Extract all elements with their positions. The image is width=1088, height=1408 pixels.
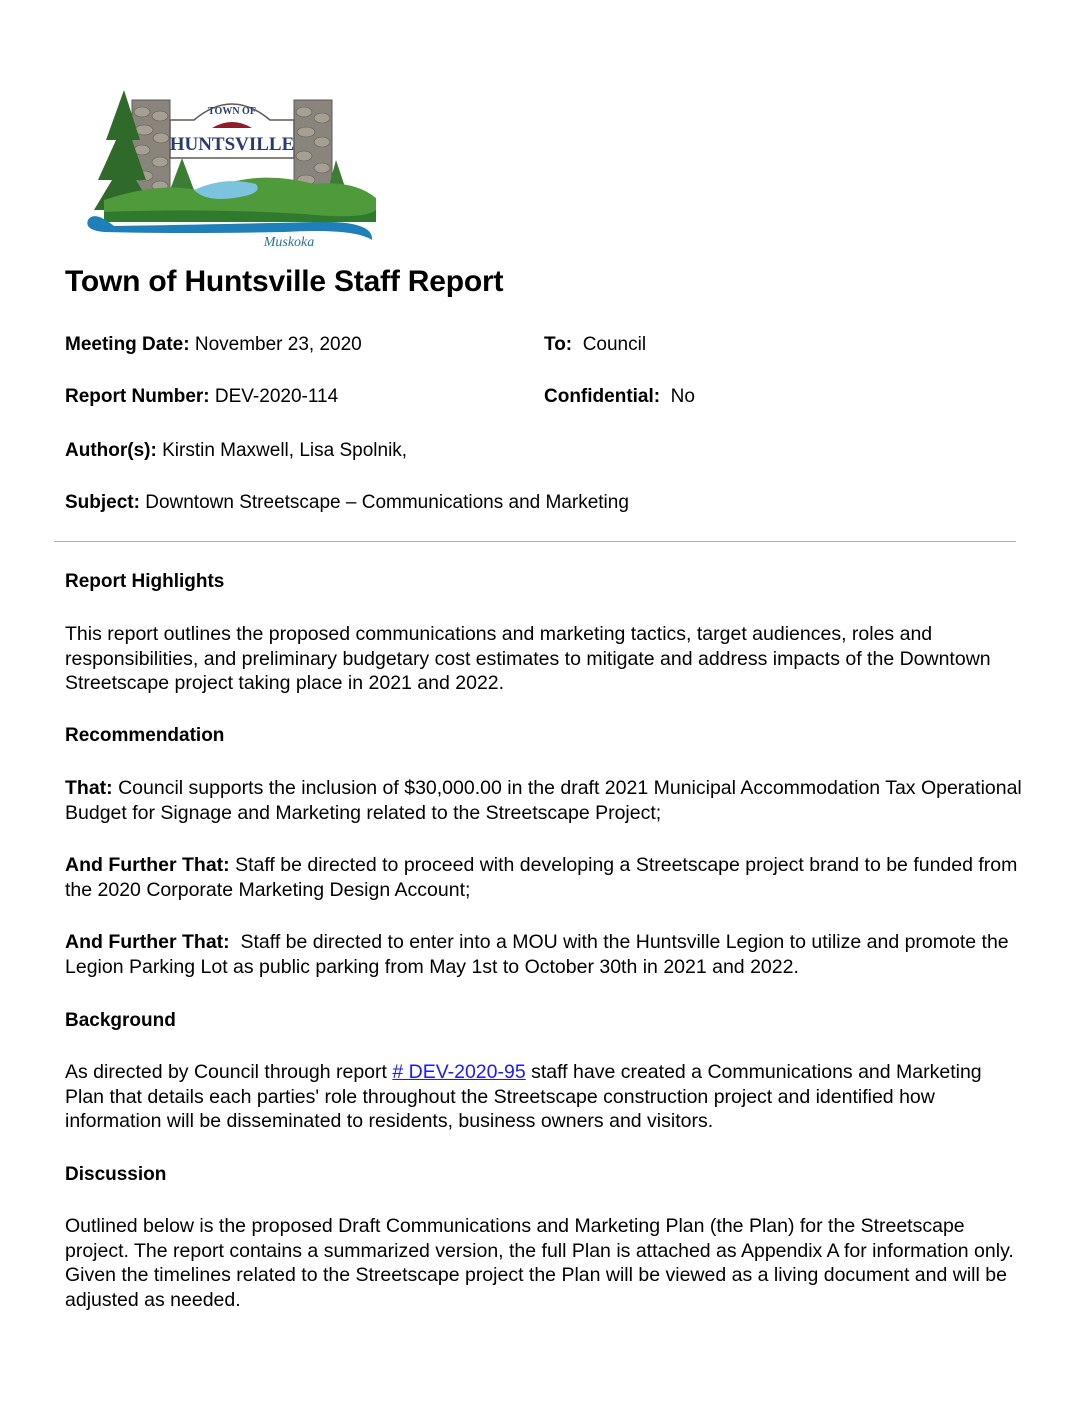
logo-town-of-text: TOWN OF	[208, 106, 256, 117]
authors-field	[65, 440, 407, 462]
logo-huntsville-text: HUNTSVILLE	[169, 134, 295, 155]
recommendation-item	[65, 776, 1025, 825]
confidential-field	[544, 386, 695, 408]
report-highlights-body: This report outlines the proposed communications and marketing tactics, target audiences, roles and responsibilities, and preliminary budgetary cost estimates to mitigate and address impacts of the Downtown Streetscape project taking place in 2021 and 2022.	[65, 623, 991, 694]
meeting-date-field	[65, 334, 362, 356]
recommendation-label: And Further That:	[65, 854, 230, 876]
report-highlights-heading: Report Highlights	[65, 571, 225, 592]
meeting-date-value: November 23, 2020	[189, 334, 362, 355]
confidential-label: Confidential:	[544, 386, 661, 407]
recommendation-label: And Further That:	[65, 931, 230, 953]
town-of-huntsville-logo	[84, 80, 384, 250]
discussion-heading: Discussion	[65, 1164, 167, 1185]
recommendation-text: Staff be directed to proceed with developing a Streetscape project brand to be funded from the 2020 Corporate Marketing Design Account;	[65, 854, 1018, 901]
subject-field	[65, 492, 629, 514]
logo-graphic	[84, 80, 384, 250]
page-title: Town of Huntsville Staff Report	[65, 265, 504, 298]
authors-value: Kirstin Maxwell, Lisa Spolnik,	[156, 440, 408, 461]
to-field	[544, 334, 646, 356]
recommendation-label: That:	[65, 777, 113, 799]
report-number-value: DEV-2020-114	[209, 386, 339, 407]
recommendation-text: Staff be directed to enter into a MOU with the Huntsville Legion to utilize and promote the Legion Parking Lot as public parking from May 1st to October 30th in 2021 and 2022.	[65, 931, 1015, 978]
report-number-field	[65, 386, 338, 408]
background-body	[65, 1060, 1025, 1134]
report-dev-2020-95-link[interactable]: # DEV-2020-95	[392, 1061, 526, 1083]
recommendation-text: Council supports the inclusion of $30,000.00 in the draft 2021 Municipal Accommodation Tax Operational Budget for Signage and Marketing related to the Streetscape Project;	[65, 777, 1022, 824]
authors-label: Author(s):	[65, 440, 157, 461]
confidential-value: No	[660, 386, 695, 407]
background-text-before: As directed by Council through report	[65, 1061, 393, 1083]
subject-value: Downtown Streetscape – Communications and Marketing	[139, 492, 629, 513]
background-text-after: staff have created a Communications and Marketing Plan that details each parties' role throughout the Streetscape construction project and identified how information will be disseminated to residents, business owners and visitors.	[65, 1061, 982, 1132]
to-value: Council	[572, 334, 647, 355]
meeting-date-label: Meeting Date:	[65, 334, 190, 355]
recommendation-item	[65, 930, 1025, 979]
header-divider	[54, 541, 1016, 542]
logo-muskoka-text: Muskoka	[263, 235, 315, 250]
subject-label: Subject:	[65, 492, 140, 513]
recommendation-item	[65, 853, 1025, 902]
to-label: To:	[544, 334, 573, 355]
recommendation-heading: Recommendation	[65, 725, 225, 746]
discussion-body: Outlined below is the proposed Draft Communications and Marketing Plan (the Plan) for the Streetscape project. The report contains a summarized version, the full Plan is attached as Appendix A for information only. Given the timelines related to the Streetscape project the Plan will be viewed as a living document and will be adjusted as needed.	[65, 1215, 1014, 1311]
report-number-label: Report Number:	[65, 386, 210, 407]
background-heading: Background	[65, 1010, 176, 1031]
